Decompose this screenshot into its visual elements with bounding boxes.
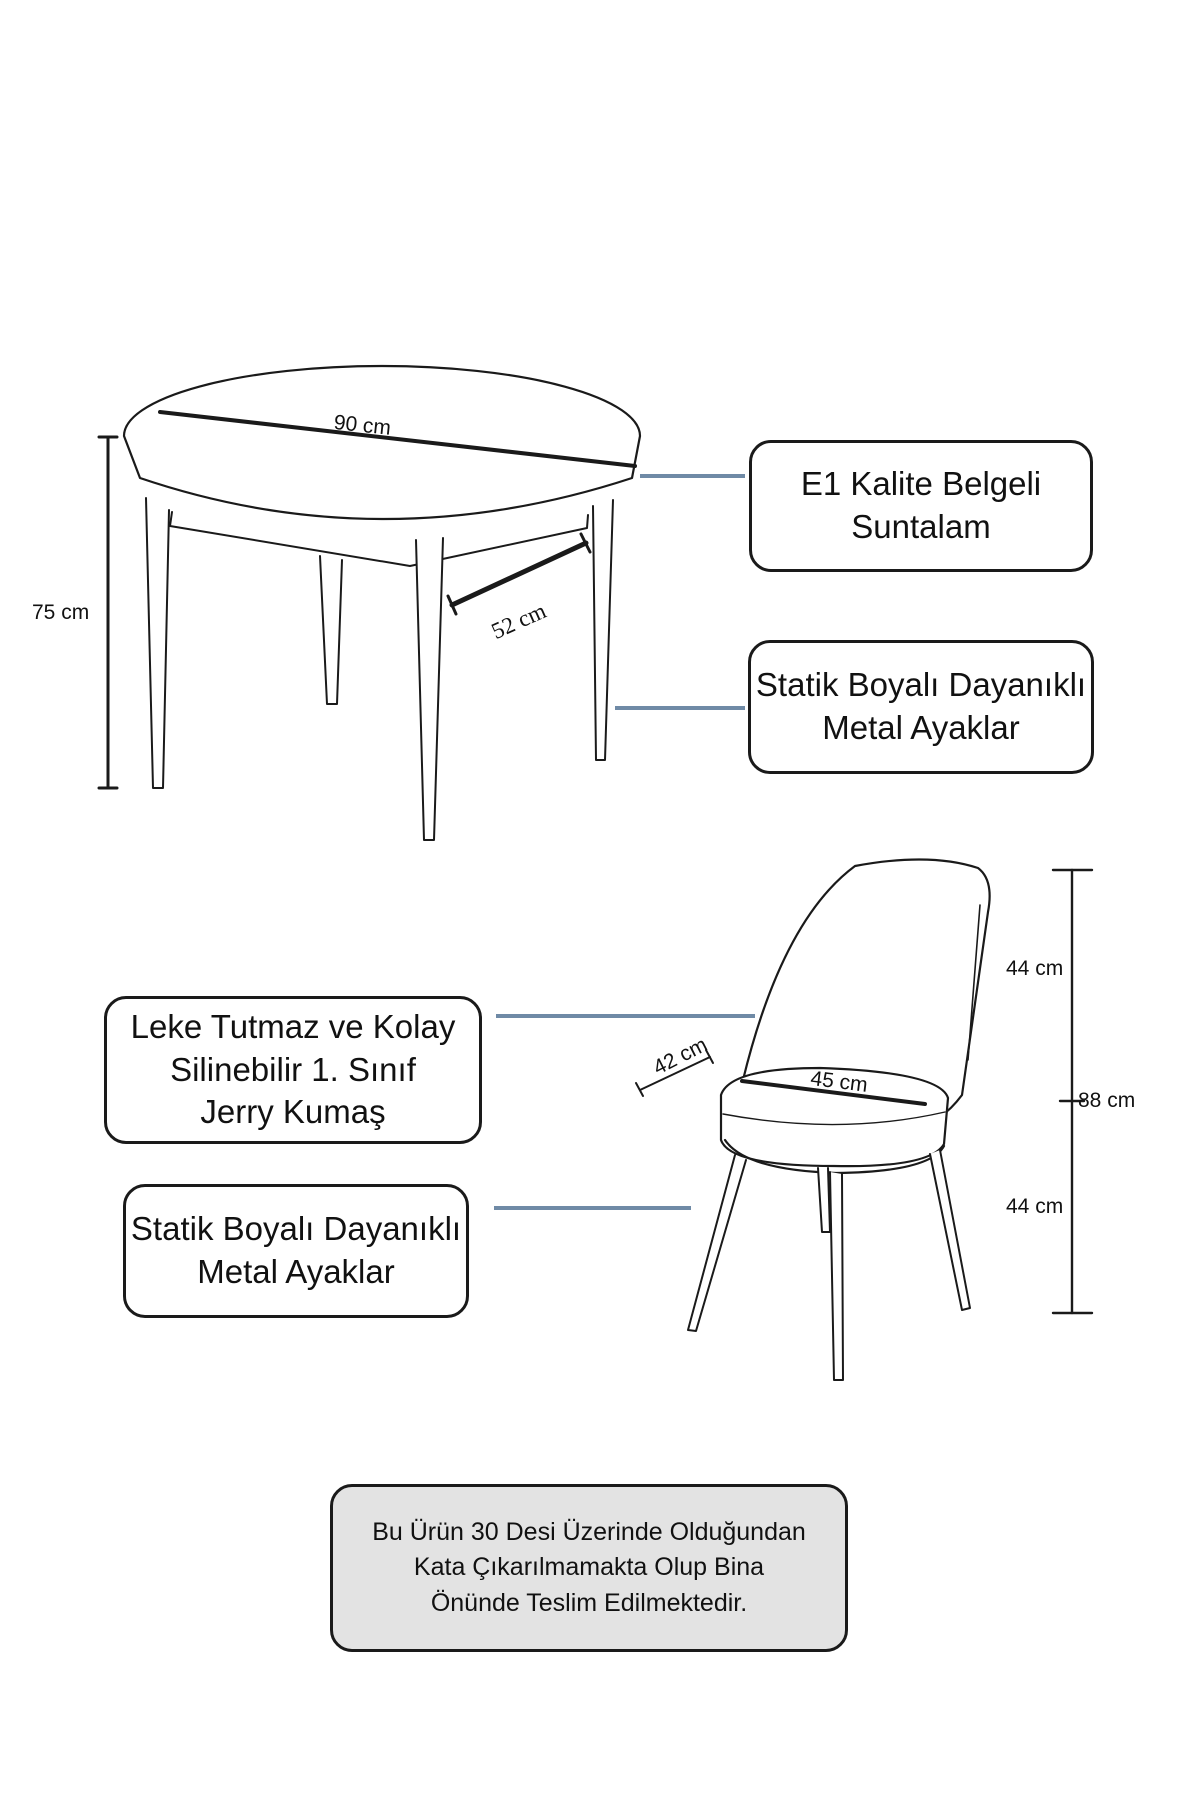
table-leg-front-center — [416, 538, 443, 840]
chair-seat-height-label: 44 cm — [1006, 1195, 1064, 1218]
table-height-label: 75 cm — [32, 601, 90, 624]
callout-table-legs: Statik Boyalı Dayanıklı Metal Ayaklar — [748, 640, 1094, 774]
callout-chair-fabric: Leke Tutmaz ve Kolay Silinebilir 1. Sınıf Jerry Kumaş — [104, 996, 482, 1144]
chair-leg-back — [818, 1168, 830, 1232]
callout-table-top: E1 Kalite Belgeli Suntalam — [749, 440, 1093, 572]
chair-total-height-label: 88 cm — [1078, 1089, 1136, 1112]
table-leg-front-left — [146, 498, 169, 788]
table-top — [124, 366, 640, 519]
table-leg-back-left — [320, 556, 342, 704]
delivery-notice: Bu Ürün 30 Desi Üzerinde Olduğundan Kata Çıkarılmamakta Olup Bina Önünde Teslim Edilmektedir. — [330, 1484, 848, 1652]
chair-leg-front — [830, 1172, 843, 1380]
table-inner-label: 52 cm — [487, 597, 550, 644]
table-diameter-label: 90 cm — [332, 411, 392, 440]
callout-chair-legs: Statik Boyalı Dayanıklı Metal Ayaklar — [123, 1184, 469, 1318]
chair-leg-right — [930, 1150, 970, 1310]
table-apron — [170, 512, 588, 566]
chair-seat-width-label: 45 cm — [809, 1067, 869, 1097]
chair-back-height-label: 44 cm — [1006, 957, 1064, 980]
chair-seat-depth-label: 42 cm — [649, 1033, 711, 1080]
table-leg-back-right — [593, 500, 613, 760]
chair-leg-left — [688, 1155, 746, 1331]
